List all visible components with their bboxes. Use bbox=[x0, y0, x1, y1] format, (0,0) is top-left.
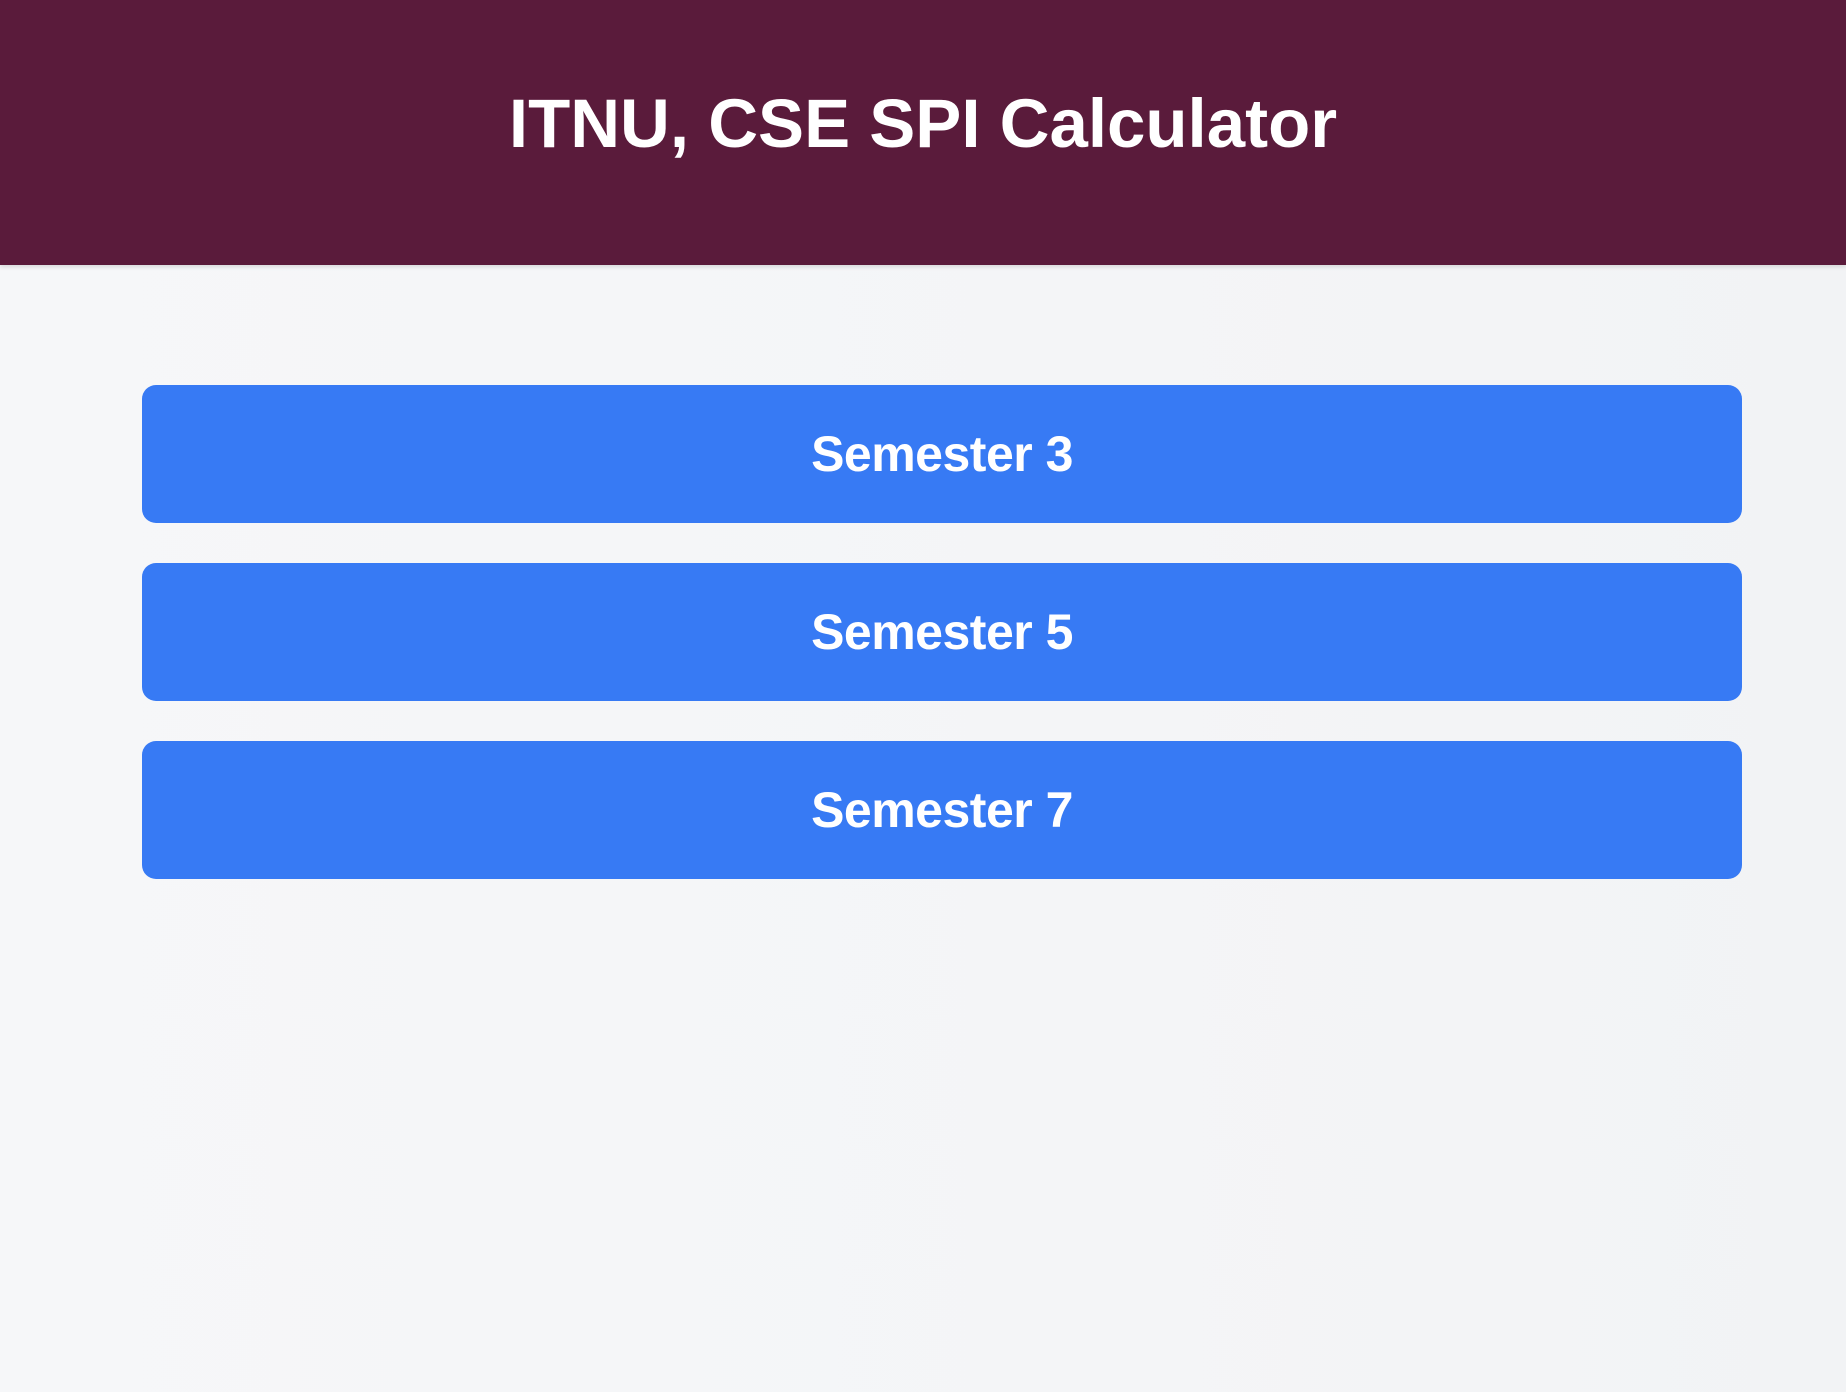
semester-list bbox=[142, 385, 1742, 919]
semester-5-button[interactable]: Semester 5 bbox=[142, 563, 1742, 701]
semester-7-button[interactable]: Semester 7 bbox=[142, 741, 1742, 879]
page-header bbox=[0, 0, 1846, 265]
semester-3-button[interactable]: Semester 3 bbox=[142, 385, 1742, 523]
page-title: ITNU, CSE SPI Calculator bbox=[508, 85, 1338, 162]
